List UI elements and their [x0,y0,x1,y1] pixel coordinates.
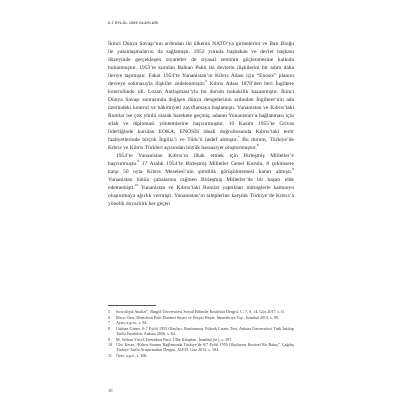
paragraph-2-text-b: 17 Aralık 1954’te Birleşmiş Milletler Genel Kurulu, 8 çekimsere karşı 50 oyla Kıbrıs Meselesi’nin şimdilik görüşülmemesi kararı almıştı. [108,161,294,175]
footnote-text: Gürhan Günes, 6-7 Eylül 1955 Olayları, Basılmamış Yüksek Lisans Tezi, Ankara Üniversitesi Türk İnkılap Tarihi Enstitüsü, Ankara 2006, s. 64. [116,325,294,336]
footnote-number: 7 [108,320,111,326]
footnote-text: Sosyolojik Analizi”, Bingöl Üniversitesi Sosyal Bilimler Enstitüsü Dergisi, C. 7, S. 14, Güz 2017, s.11. [116,309,286,314]
page-number: 10 [108,388,113,393]
footnote [108,326,294,336]
footnote-number: 8 [108,325,111,331]
footnote-ref: 7 [237,135,240,140]
footnote-ref: 8 [256,143,259,148]
paragraph-2-text-a: 1954’te Yunanistan Kıbrıs’ın ilhak etmek için Birleşmiş Milletler’e başvurmuştu. [108,153,294,167]
footnote-text: Ulvi Keser, “Kıbrıs Sorunu Bağlamında Türkiye’de 6/7 Eylül 1955 Olaylarına Kesitsel Bir Bakış”, Çağdaş Türkiye Tarihi Araştırmaları Dergisi, XII/25, Güz 2012, s. 183. [116,342,294,353]
footnote-number: 6 [108,314,111,320]
body-text [108,40,294,208]
paragraph-1 [108,40,294,152]
paragraph-2-text-d: Yunanistan ve Kıbrıs’taki Rumlar yaptıkları mitinglerle kamuoyu oluşturmaya ağırlık vermişti. Yunanistan’ın taleplerine karşılık Türkiye’de Kıbrıs’a yönelik duyarlılık her geçen [108,185,294,207]
footnote-text: Özer, a.g.e., s. 100. [116,352,148,358]
footnote-ref: 10 [134,183,139,188]
paragraph-1-text-a: İkinci Dünya Savaşı’nın ardından iki ülkenin NATO’ya girmelerini ve Batı Bloğu ile yakınlaşmalarını da sağlamıştı. 1952 yılında başbakan ve devlet başkanı düzeyinde gerçekleşen ziyaretler de siyasal zeminin güçlenmesine katkıda bulunmuştur. 1953’te kurulan Balkan Paktı iki devletin ilişkilerini bir adım daha ileriye taşımıştır. Fakat 1954’te Yunanistan’ın Kıbrıs Adası için “Enosis” planını devreye sokmasıyla ilişkiler zedelenmiştir. [108,41,294,87]
footnote-number: 11 [108,352,112,358]
paragraph-2 [108,152,294,208]
footnote-number: 9 [108,336,111,342]
footnote-separator [108,305,156,306]
footnote-ref: 9 [137,159,140,164]
paragraph-1-text-c: Bu durum, Türkiye’de Kıbrıs ve Kıbrıs Türkleri açısından büyük hassasiyet oluşturmuştur. [108,137,294,151]
paragraph-1-text-b: Kıbrıs Adası 1878’den beri İngiltere kontrolünde idi. Lozan Antlaşması’yla bu durum hukukilik kazanmıştır. İkinci Dünya Savaşı sonrasında değişen dünya dengelerinin ardından İngiltere’nin ada üzerindeki kontrol ve hâkimiyeti zayıflamaya başlamıştı. Yunanistan ve Kıbrıs’taki Rumlar ise çok yönlü olarak harekete geçmiş, adanın Yunanistan’a bağlanması için silah ve diplomasi yöntemlerine başvurmuştur. 10 Kasım 1955’te Grivas liderliğinde kurulan EOKA; ENOSİS ideali doğrultusunda Kıbrıs’taki terör faaliyetlerinde birçok İngiliz’i ve Türk’ü hedef almıştır. [108,81,295,143]
footnote [108,320,294,325]
footnote [108,353,294,358]
footnote-text: M. Serhan Yücel, Demokrat Parti, Ülke Kitapları, İstanbul (tz.), s. 197. [116,336,233,342]
footnote-number: 10 [108,342,113,348]
footnote-text: Ayan, a.g.m., s. 84. [116,320,148,326]
footnote-number: 5 [108,309,111,314]
paragraph-2-text-c: Yunanistan bütün çabalarına rağmen Birleşmiş Milletler’de bir başarı elde edememişti. [108,177,294,191]
footnote-ref: 9 [292,167,294,172]
footnote [108,309,294,314]
footnotes [108,309,294,359]
footnote [108,342,294,352]
footnote-ref: 6 [205,79,208,84]
footnote [108,337,294,342]
running-head: 6-7 EYLÜL 1955 OLAYLARI [108,21,159,25]
footnote [108,315,294,320]
footnote-text: İlhcyi Özer, Demokrat Parti Dönemi Siyasi ve Sosyal Hayat, İskenderiye Yay., İstanbul 2015, s. 99. [116,314,279,320]
